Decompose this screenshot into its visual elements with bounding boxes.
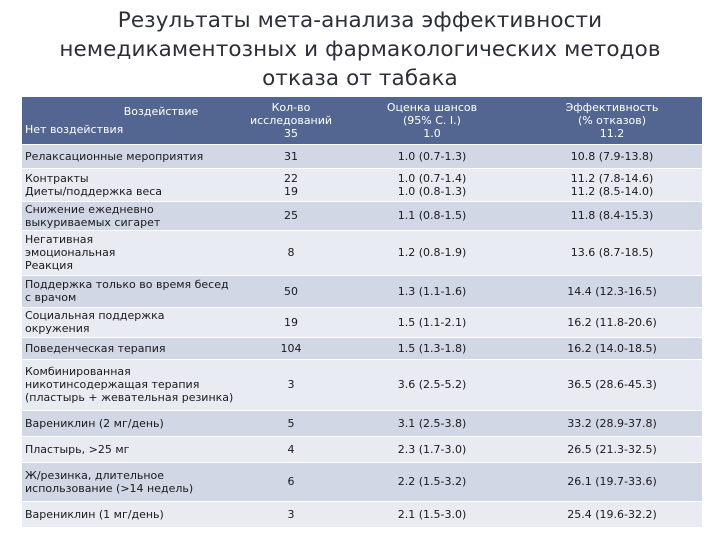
- row-or-value: 1.0 (0.8-1.3): [397, 184, 467, 198]
- row-name-line: никотинсодержащая терапия: [25, 378, 200, 391]
- row-odds-ratio: 1.0 (0.7-1.3): [342, 144, 522, 168]
- title-line-2: немедикаментозных и фармакологических методов: [59, 37, 661, 62]
- row-name: [22, 230, 240, 275]
- header-intervention: [22, 97, 240, 144]
- row-odds-ratio: 2.1 (1.5-3.0): [342, 501, 522, 527]
- row-effectiveness: 33.2 (28.9-37.8): [522, 410, 702, 436]
- table-row: [22, 144, 702, 168]
- row-name: Варениклин (2 мг/день): [22, 410, 240, 436]
- row-effectiveness: 26.5 (21.3-32.5): [522, 436, 702, 462]
- row-name: [22, 359, 240, 410]
- row-studies: 25: [240, 201, 342, 230]
- row-odds-ratio: 2.3 (1.7-3.0): [342, 436, 522, 462]
- row-name-line: Снижение ежедневно: [25, 202, 154, 216]
- row-name: Релаксационные мероприятия: [22, 144, 240, 168]
- row-studies: 19: [240, 307, 342, 337]
- header-studies-line-2: исследований: [249, 113, 333, 127]
- table-row: [22, 462, 702, 501]
- row-studies: 6: [240, 462, 342, 501]
- table-row: [22, 359, 702, 410]
- title-line-1: Результаты мета-анализа эффективности: [117, 8, 603, 33]
- row-odds-ratio: 1.3 (1.1-1.6): [342, 275, 522, 307]
- row-name-line: Социальная поддержка: [25, 309, 165, 322]
- row-name: [22, 275, 240, 307]
- row-odds-ratio: 3.6 (2.5-5.2): [342, 359, 522, 410]
- row-studies: 4: [240, 436, 342, 462]
- table-row: [22, 230, 702, 275]
- header-odds-ratio: [342, 97, 522, 144]
- table-row: [22, 436, 702, 462]
- row-studies: [240, 168, 342, 201]
- row-effectiveness: 13.6 (8.7-18.5): [522, 230, 702, 275]
- table-row: [22, 168, 702, 201]
- row-name-line: с врачом: [25, 291, 77, 304]
- row-name: [22, 201, 240, 230]
- row-studies-value: 19: [284, 184, 298, 198]
- row-effectiveness: 25.4 (19.6-32.2): [522, 501, 702, 527]
- row-name-line: Диеты/поддержка веса: [25, 184, 163, 198]
- row-effectiveness: 36.5 (28.6-45.3): [522, 359, 702, 410]
- row-studies: 3: [240, 501, 342, 527]
- row-odds-ratio: 1.1 (0.8-1.5): [342, 201, 522, 230]
- row-name: [22, 307, 240, 337]
- row-effectiveness: 10.8 (7.9-13.8): [522, 144, 702, 168]
- row-name-line: Контракты: [25, 171, 89, 185]
- row-name-line: Ж/резинка, длительное: [25, 468, 165, 482]
- row-or-value: 1.0 (0.7-1.4): [397, 171, 467, 185]
- table-row: [22, 337, 702, 359]
- header-or-first-value: 1.0: [423, 126, 441, 140]
- row-name-line: Поддержка только во время бесед: [25, 278, 229, 291]
- row-name-line: выкуриваемых сигарет: [25, 215, 161, 229]
- table-row: [22, 410, 702, 436]
- row-eff-value: 11.2 (7.8-14.6): [570, 171, 654, 185]
- header-or-line-2: (95% C. I.): [403, 113, 461, 127]
- header-intervention-label: Воздействие: [123, 105, 199, 119]
- row-effectiveness: 11.8 (8.4-15.3): [522, 201, 702, 230]
- row-studies: 104: [240, 337, 342, 359]
- table-row: [22, 275, 702, 307]
- header-studies-line-1: Кол-во: [271, 100, 311, 114]
- row-name-line: Комбинированная: [25, 365, 131, 378]
- row-name-line: Реакция: [25, 259, 74, 272]
- row-name-line: Негативная: [25, 233, 94, 246]
- row-studies: 5: [240, 410, 342, 436]
- header-studies: [240, 97, 342, 144]
- row-name-line: окружения: [25, 322, 90, 335]
- header-eff-first-value: 11.2: [599, 126, 625, 140]
- row-name: [22, 462, 240, 501]
- row-name: Поведенческая терапия: [22, 337, 240, 359]
- table-row: [22, 501, 702, 527]
- row-odds-ratio: 1.2 (0.8-1.9): [342, 230, 522, 275]
- header-or-line-1: Оценка шансов: [386, 100, 478, 114]
- row-effectiveness: 26.1 (19.7-33.6): [522, 462, 702, 501]
- row-studies-value: 22: [284, 171, 298, 185]
- table-row: [22, 307, 702, 337]
- header-eff-line-1: Эффективность: [565, 100, 659, 114]
- row-name: Пластырь, >25 мг: [22, 436, 240, 462]
- row-effectiveness: 14.4 (12.3-16.5): [522, 275, 702, 307]
- row-odds-ratio: 1.5 (1.1-2.1): [342, 307, 522, 337]
- header-no-intervention: Нет воздействия: [25, 123, 124, 137]
- row-effectiveness: [522, 168, 702, 201]
- row-studies: 50: [240, 275, 342, 307]
- row-odds-ratio: 3.1 (2.5-3.8): [342, 410, 522, 436]
- row-name: [22, 168, 240, 201]
- slide-title: [20, 6, 700, 93]
- header-effectiveness: [522, 97, 702, 144]
- row-odds-ratio: 2.2 (1.5-3.2): [342, 462, 522, 501]
- table-header-row: [22, 97, 702, 144]
- row-effectiveness: 16.2 (14.0-18.5): [522, 337, 702, 359]
- row-effectiveness: 16.2 (11.8-20.6): [522, 307, 702, 337]
- row-name-line: (пластырь + жевательная резинка): [25, 391, 234, 404]
- row-studies: 31: [240, 144, 342, 168]
- header-studies-first-value: 35: [284, 126, 298, 140]
- row-odds-ratio: 1.5 (1.3-1.8): [342, 337, 522, 359]
- table-row: [22, 201, 702, 230]
- row-studies: 3: [240, 359, 342, 410]
- row-eff-value: 11.2 (8.5-14.0): [570, 184, 654, 198]
- title-line-3: отказа от табака: [262, 66, 458, 91]
- row-name-line: эмоциональная: [25, 246, 116, 259]
- row-name: Варениклин (1 мг/день): [22, 501, 240, 527]
- row-name-line: использование (>14 недель): [25, 481, 194, 495]
- row-studies: 8: [240, 230, 342, 275]
- header-eff-line-2: (% отказов): [577, 113, 647, 127]
- meta-analysis-table: [22, 97, 702, 528]
- row-odds-ratio: [342, 168, 522, 201]
